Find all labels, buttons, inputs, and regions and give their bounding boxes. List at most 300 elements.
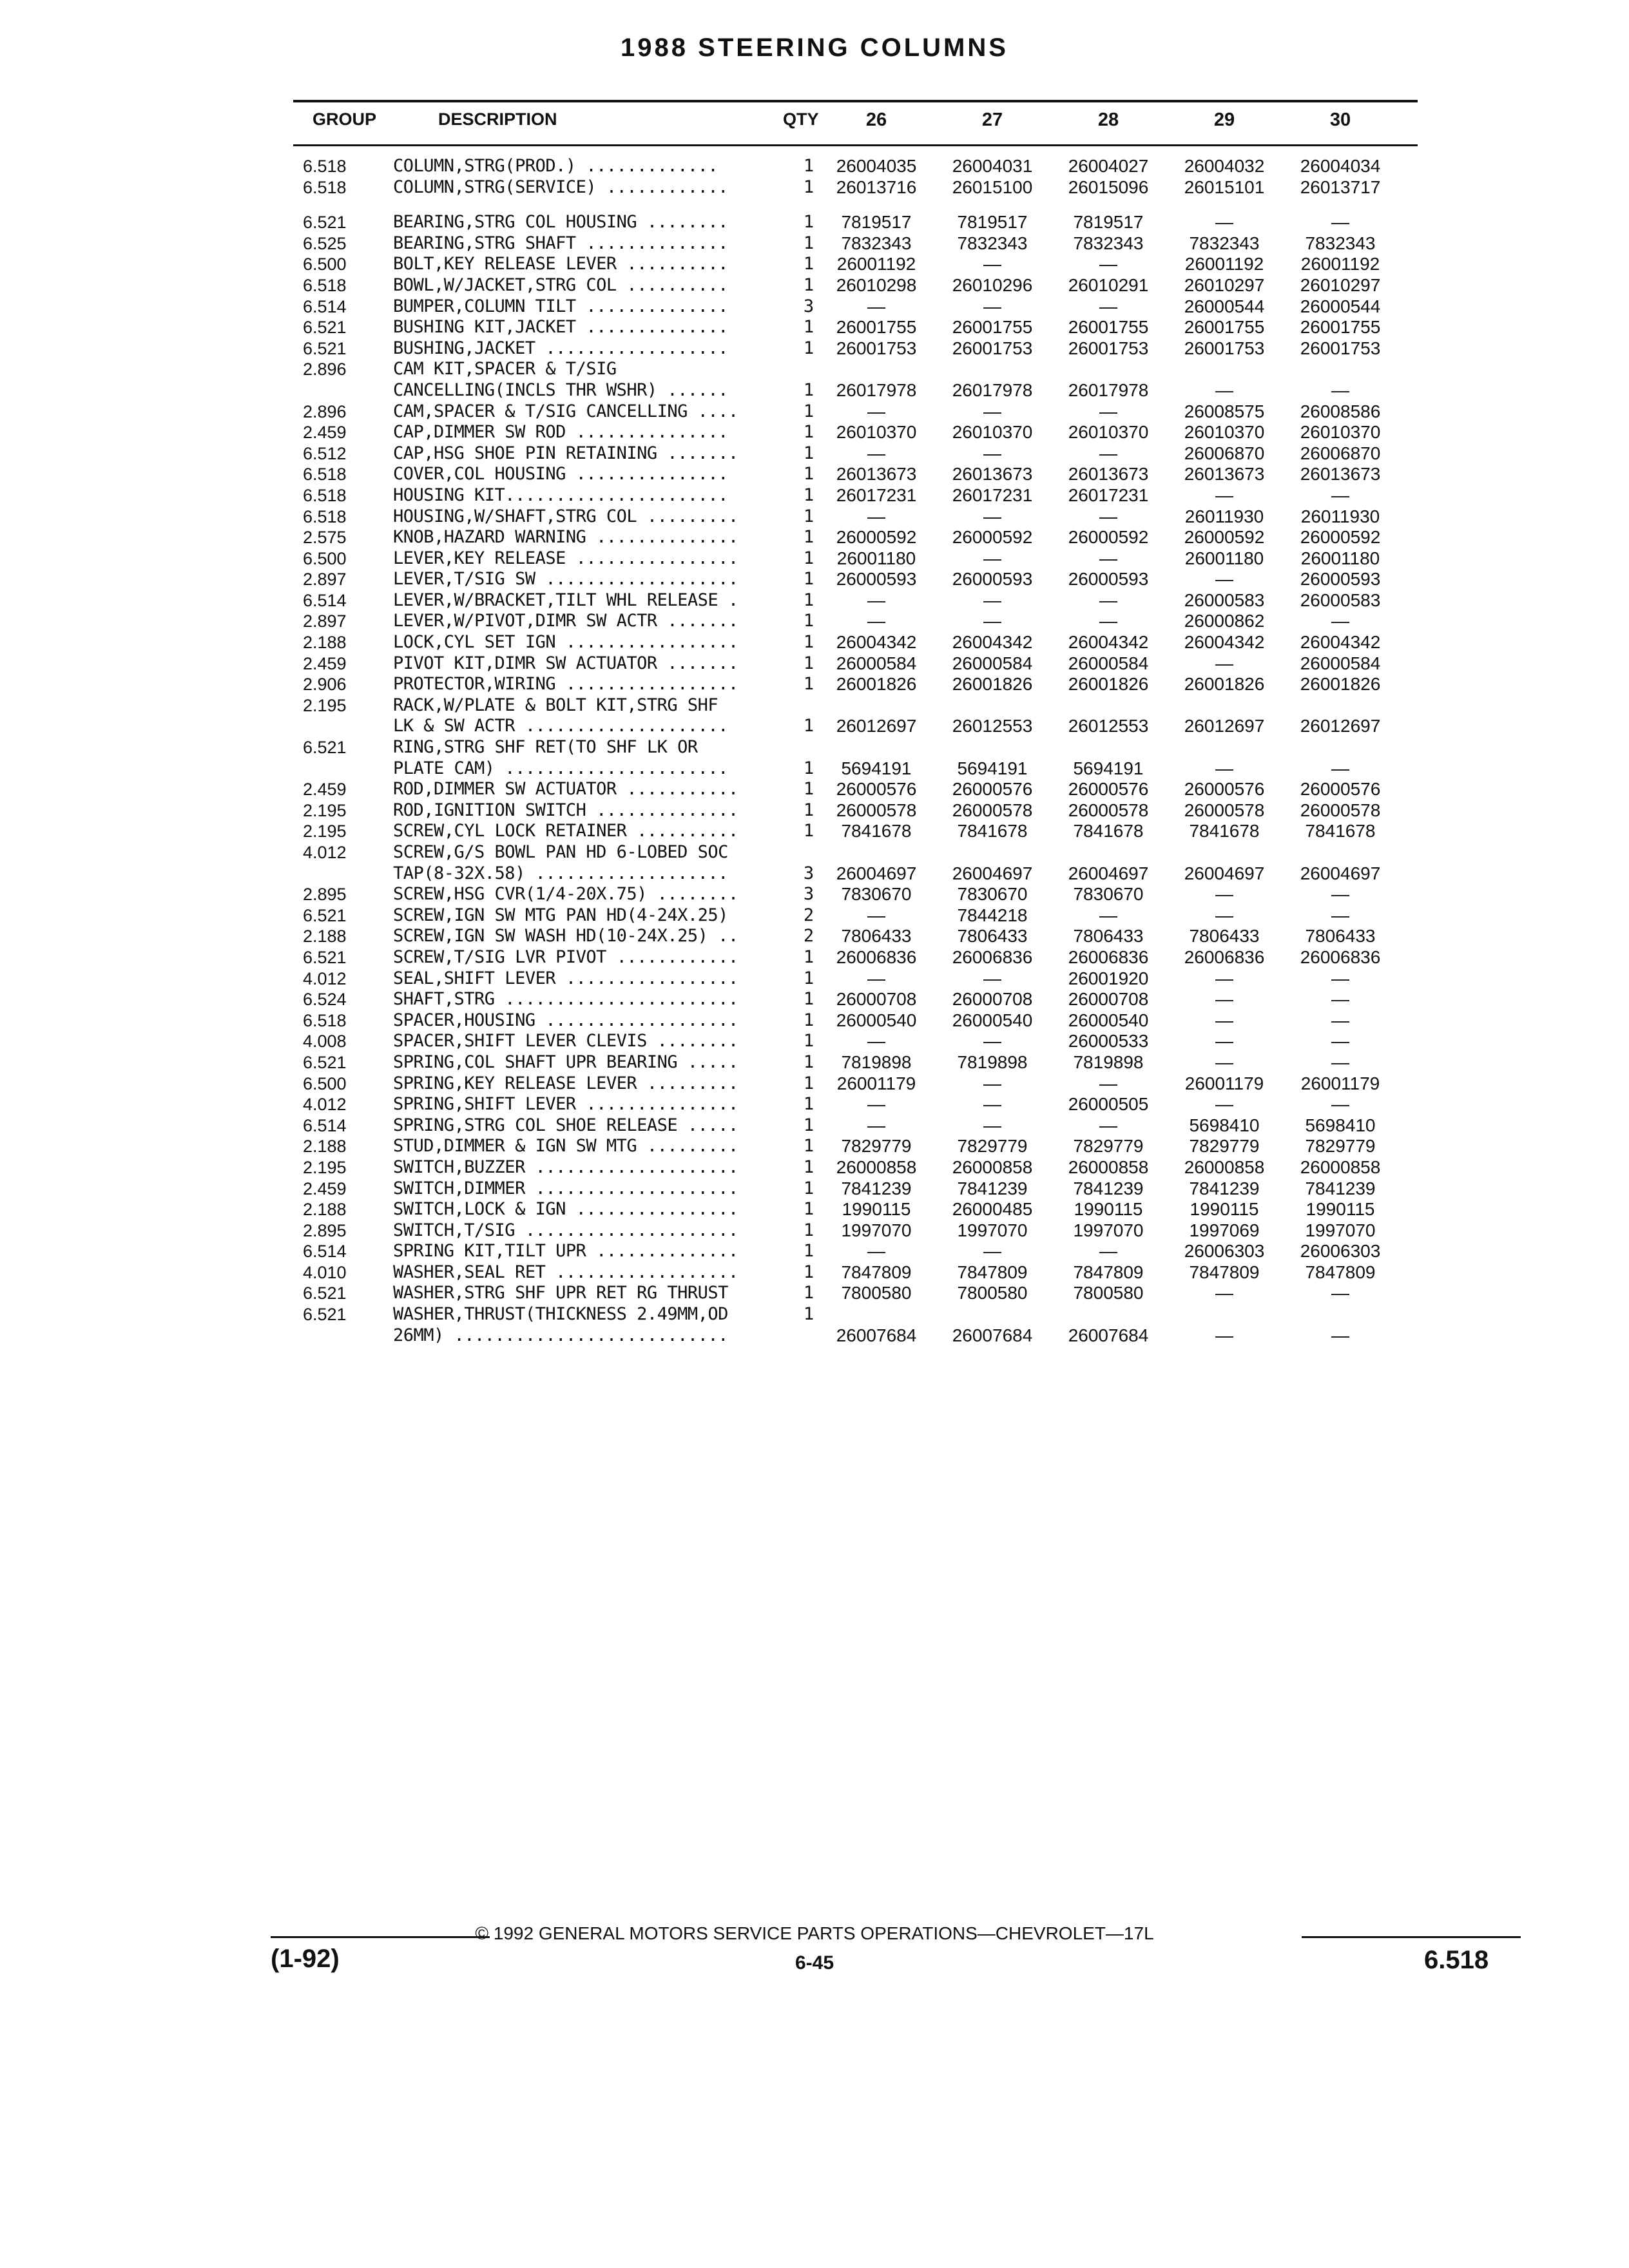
part-number-cell: 1997070 [1073,1220,1144,1240]
description-cell: SWITCH,DIMMER .................... [393,1178,738,1198]
part-number-cell: 7830670 [841,884,912,905]
group-cell: 2.897 [303,570,347,590]
footer-date: (1-92) [271,1945,340,1973]
table-row [303,443,1411,465]
part-number-cell: — [983,548,1001,568]
table-row [303,1304,1411,1325]
part-number-cell: 26000533 [1068,1031,1149,1052]
part-number-cell: 7832343 [1189,233,1260,253]
part-number-cell: 26017231 [952,485,1033,505]
qty-cell: 1 [803,1178,815,1198]
part-number-cell: — [1099,443,1117,463]
part-number-cell: 26001180 [1184,548,1264,568]
qty-cell: 1 [803,380,815,400]
group-cell: 6.525 [303,233,347,253]
part-number-cell: 7806433 [841,926,912,947]
description-cell: SPRING,STRG COL SHOE RELEASE ..... [393,1115,738,1135]
part-number-cell: 26013673 [1184,464,1265,485]
part-number-cell: — [1331,611,1349,631]
part-number-cell: 7800580 [957,1283,1028,1303]
part-number-cell: 26001755 [836,317,917,338]
part-number-cell: — [983,1031,1001,1052]
qty-cell: 1 [803,156,815,176]
description-cell: HOUSING,W/SHAFT,STRG COL ......... [393,506,738,526]
description-cell: BOLT,KEY RELEASE LEVER .......... [393,254,728,274]
part-number-cell: — [1099,1241,1117,1262]
group-cell: 2.188 [303,1200,347,1220]
qty-cell: 1 [803,464,815,485]
part-number-cell: 26000858 [1300,1157,1381,1177]
qty-cell: 1 [803,212,815,233]
part-number-cell: 26001179 [1184,1073,1264,1093]
group-cell: 2.897 [303,611,347,631]
group-cell: 6.500 [303,548,347,568]
description-cell: COLUMN,STRG(PROD.) ............. [393,156,718,176]
qty-cell: 1 [803,422,815,443]
description-cell: KNOB,HAZARD WARNING .............. [393,527,738,548]
part-number-cell: 26000593 [952,569,1033,590]
table-row [303,800,1411,822]
part-number-cell: 26010297 [1300,274,1381,295]
part-number-cell: 26006303 [1184,1241,1265,1262]
part-number-cell: — [1099,1115,1117,1135]
part-number-cell: 26006836 [836,947,917,967]
part-number-cell: — [983,590,1001,610]
part-number-cell: — [1215,1094,1233,1115]
part-number-cell: 7841239 [957,1178,1028,1198]
header-group: GROUP [313,110,377,129]
part-number-cell: 26012553 [952,716,1033,736]
part-number-cell: 1990115 [1306,1199,1375,1220]
part-number-cell: 26000583 [1300,590,1381,610]
description-cell: SPACER,SHIFT LEVER CLEVIS ........ [393,1031,738,1052]
group-cell: 2.188 [303,927,347,947]
description-cell: PIVOT KIT,DIMR SW ACTUATOR ....... [393,653,738,673]
group-cell: 6.518 [303,177,347,197]
part-number-cell: 26000592 [836,527,917,548]
part-number-cell: 5694191 [1073,758,1144,778]
part-number-cell: 26000583 [1184,590,1265,610]
group-cell: 6.521 [303,1052,347,1072]
table-row [303,1031,1411,1052]
part-number-cell: 1990115 [1190,1199,1259,1220]
part-number-cell: — [867,1031,885,1052]
part-number-cell: 1997069 [1189,1220,1260,1240]
part-number-cell: 26013673 [836,464,917,485]
group-cell: 2.906 [303,675,347,695]
part-number-cell: — [1215,758,1233,778]
description-cell: SPRING,KEY RELEASE LEVER ......... [393,1073,738,1093]
part-number-cell: 7847809 [841,1262,912,1282]
table-row [303,338,1411,360]
description-cell: RING,STRG SHF RET(TO SHF LK OR [393,737,698,758]
description-cell: CANCELLING(INCLS THR WSHR) ...... [393,380,728,400]
qty-cell: 1 [803,821,815,841]
part-number-cell: 26000576 [836,779,917,800]
group-cell: 6.514 [303,1242,347,1262]
table-row [303,1115,1411,1137]
part-number-cell: — [983,254,1001,274]
description-cell: SEAL,SHIFT LEVER ................. [393,968,738,988]
part-number-cell: 7832343 [1073,233,1144,253]
description-cell: COLUMN,STRG(SERVICE) ............ [393,177,728,197]
part-number-cell: 26015100 [952,177,1033,197]
part-number-cell: — [983,401,1001,421]
group-cell: 6.521 [303,905,347,925]
group-cell: 4.010 [303,1262,347,1282]
part-number-cell: — [1215,569,1233,590]
part-number-cell: 7829779 [1189,1136,1260,1157]
group-cell: 4.012 [303,843,347,862]
part-number-cell: 26017231 [1068,485,1149,505]
description-cell: SCREW,G/S BOWL PAN HD 6-LOBED SOC [393,842,728,862]
part-number-cell: — [1331,1031,1349,1052]
part-number-cell: 26001753 [1300,338,1381,358]
description-cell: WASHER,THRUST(THICKNESS 2.49MM,OD [393,1304,728,1325]
part-number-cell: 7819517 [841,212,912,233]
part-number-cell: 7841239 [841,1178,912,1198]
group-cell: 6.524 [303,990,347,1010]
qty-cell: 1 [803,527,815,548]
title-rule [293,100,1418,102]
part-number-cell: — [1215,1031,1233,1052]
qty-cell: 1 [803,548,815,568]
part-number-cell: 26000862 [1184,611,1265,631]
qty-cell: 1 [803,1052,815,1072]
part-number-cell: — [1215,1052,1233,1072]
part-number-cell: 7847809 [1073,1262,1144,1282]
table-row [303,632,1411,653]
part-number-cell: 7841239 [1305,1178,1376,1198]
part-number-cell: 7829779 [1073,1136,1144,1157]
qty-cell: 1 [803,1262,815,1282]
part-number-cell: 7819898 [1073,1052,1144,1072]
table-row [303,1094,1411,1115]
table-row [303,674,1411,695]
part-number-cell: 5698410 [1305,1115,1376,1135]
part-number-cell: 26000708 [1068,989,1149,1010]
part-number-cell: — [1331,758,1349,778]
description-cell: SWITCH,LOCK & IGN ................ [393,1199,738,1220]
part-number-cell: — [1215,968,1233,988]
part-number-cell: — [983,1241,1001,1262]
part-number-cell: 7847809 [957,1262,1028,1282]
table-row [303,254,1411,275]
table-row [303,989,1411,1010]
table-row [303,1283,1411,1304]
part-number-cell: — [983,1094,1001,1115]
qty-cell: 1 [803,177,815,197]
qty-cell: 1 [803,1199,815,1220]
group-cell: 4.012 [303,968,347,988]
part-number-cell: — [983,611,1001,631]
part-number-cell: — [1331,1010,1349,1030]
header-qty: QTY [783,110,819,129]
header-col-30: 30 [1329,110,1351,130]
part-number-cell: 26001753 [1068,338,1149,358]
part-number-cell: 7832343 [1305,233,1376,253]
group-cell: 6.521 [303,1283,347,1303]
part-number-cell: 26006303 [1300,1241,1381,1262]
part-number-cell: 7829779 [1305,1136,1376,1157]
table-row [303,905,1411,927]
part-number-cell: 26000576 [1300,779,1381,800]
description-cell: BUSHING KIT,JACKET .............. [393,317,728,338]
part-number-cell: — [1215,653,1233,673]
header-rule [293,144,1418,146]
qty-cell: 3 [803,296,815,316]
part-number-cell: 26000540 [836,1010,917,1030]
part-number-cell: 26004027 [1068,156,1149,176]
footer-page-number: 6-45 [795,1952,834,1974]
description-cell: LEVER,KEY RELEASE ................ [393,548,738,568]
part-number-cell: 5694191 [841,758,912,778]
part-number-cell: — [983,1073,1001,1093]
group-cell: 2.575 [303,528,347,548]
part-number-cell: 26000708 [952,989,1033,1010]
part-number-cell: 26006870 [1300,443,1381,463]
header-col-29: 29 [1213,110,1235,130]
description-cell: RACK,W/PLATE & BOLT KIT,STRG SHF [393,695,718,715]
table-row [303,821,1411,842]
part-number-cell: 26017231 [836,485,917,505]
description-cell: CAP,DIMMER SW ROD ............... [393,422,728,443]
part-number-cell: 26001753 [1184,338,1265,358]
part-number-cell: — [1331,968,1349,988]
part-number-cell: 26004697 [836,863,917,883]
table-row [303,156,1411,177]
group-cell: 6.518 [303,465,347,485]
description-cell: LEVER,W/BRACKET,TILT WHL RELEASE . [393,590,738,610]
description-cell: PLATE CAM) ...................... [393,758,728,778]
part-number-cell: 26013673 [1300,464,1381,485]
part-number-cell: 26001826 [1068,674,1149,695]
table-row [303,1157,1411,1178]
description-cell: COVER,COL HOUSING ............... [393,464,728,485]
description-cell: BEARING,STRG SHAFT .............. [393,233,728,253]
description-cell: BEARING,STRG COL HOUSING ........ [393,212,728,233]
part-number-cell: — [1215,905,1233,925]
description-cell: ROD,DIMMER SW ACTUATOR ........... [393,779,738,800]
part-number-cell: — [867,1241,885,1262]
qty-cell: 1 [803,506,815,526]
part-number-cell: 26006836 [952,947,1033,967]
table-row [303,1136,1411,1157]
part-number-cell: 26001755 [1300,317,1381,338]
table-row [303,884,1411,905]
qty-cell: 1 [803,800,815,820]
part-number-cell: — [1331,989,1349,1010]
qty-cell: 3 [803,863,815,883]
part-number-cell: 26017978 [1068,380,1149,400]
description-cell: ROD,IGNITION SWITCH .............. [393,800,738,820]
part-number-cell: 26010370 [836,422,917,443]
group-cell: 6.521 [303,738,347,758]
part-number-cell: — [1215,989,1233,1010]
table-row [303,527,1411,548]
part-number-cell: — [983,506,1001,526]
part-number-cell: 26000592 [1184,527,1265,548]
part-number-cell: — [867,296,885,316]
group-cell: 2.195 [303,695,347,715]
part-number-cell: 26000584 [1300,653,1381,673]
table-row [303,968,1411,990]
qty-cell: 3 [803,884,815,905]
description-cell: BUMPER,COLUMN TILT .............. [393,296,728,316]
header-col-28: 28 [1097,110,1119,130]
table-row [303,422,1411,443]
part-number-cell: 26000592 [1300,527,1381,548]
description-cell: STUD,DIMMER & IGN SW MTG ......... [393,1136,738,1157]
part-number-cell: 7841678 [1189,821,1260,841]
part-number-cell: — [1099,590,1117,610]
table-row [303,212,1411,233]
description-cell: LK & SW ACTR .................... [393,716,728,736]
part-number-cell: 7819517 [957,212,1028,233]
part-number-cell: 26001826 [1184,674,1265,695]
qty-cell: 1 [803,632,815,653]
qty-cell: 1 [803,1136,815,1157]
qty-cell: 2 [803,926,815,947]
part-number-cell: 7800580 [1073,1283,1144,1303]
table-row [303,296,1411,318]
part-number-cell: 7841678 [957,821,1028,841]
part-number-cell: 26001179 [1300,1073,1380,1093]
description-cell: SWITCH,BUZZER .................... [393,1157,738,1177]
qty-cell: 1 [803,1073,815,1093]
part-number-cell: 7841678 [1073,821,1144,841]
part-number-cell: 26001753 [952,338,1033,358]
part-number-cell: 26000858 [1068,1157,1149,1177]
part-number-cell: — [1331,1094,1349,1115]
group-cell: 2.896 [303,401,347,421]
table-row [303,926,1411,947]
group-cell: 6.518 [303,157,347,176]
part-number-cell: — [867,443,885,463]
part-number-cell: — [983,443,1001,463]
part-number-cell: — [1215,212,1233,233]
part-number-cell: 26000578 [1068,800,1149,820]
part-number-cell: — [867,1115,885,1135]
part-number-cell: 26013717 [1300,177,1381,197]
table-row [303,401,1411,423]
qty-cell: 1 [803,233,815,253]
part-number-cell: — [1215,884,1233,905]
part-number-cell: 7847809 [1305,1262,1376,1282]
part-number-cell: 26000858 [836,1157,917,1177]
description-cell: WASHER,SEAL RET .................. [393,1262,738,1282]
qty-cell: 1 [803,485,815,505]
part-number-cell: — [1099,1073,1117,1093]
part-number-cell: 26000540 [1068,1010,1149,1030]
qty-cell: 1 [803,1010,815,1030]
qty-cell: 1 [803,779,815,800]
qty-cell: 1 [803,338,815,358]
part-number-cell: 26004697 [1184,863,1265,883]
part-number-cell: 26007684 [952,1325,1033,1345]
group-cell: 2.195 [303,1157,347,1177]
part-number-cell: 26000584 [952,653,1033,673]
part-number-cell: 26001826 [836,674,917,695]
part-number-cell: 26017978 [836,380,917,400]
table-row [303,485,1411,506]
part-number-cell: 26013673 [1068,464,1149,485]
part-number-cell: 7841678 [841,821,912,841]
group-cell: 6.521 [303,338,347,358]
part-number-cell: 26001755 [952,317,1033,338]
part-number-cell: 26000544 [1300,296,1381,316]
part-number-cell: — [1331,1052,1349,1072]
part-number-cell: 7829779 [841,1136,912,1157]
group-cell: 2.188 [303,633,347,653]
group-cell: 2.195 [303,800,347,820]
part-number-cell: 26001826 [952,674,1033,695]
part-number-cell: — [1099,254,1117,274]
table-row [303,1325,1411,1347]
part-number-cell: — [867,506,885,526]
description-cell: SPRING,SHIFT LEVER ............... [393,1094,738,1115]
table-row [303,737,1411,758]
part-number-cell: 26012697 [1300,716,1381,736]
group-cell: 2.459 [303,653,347,673]
description-cell: LOCK,CYL SET IGN ................. [393,632,738,653]
table-row [303,359,1411,380]
part-number-cell: 26001920 [1068,968,1149,988]
part-number-cell: 26004032 [1184,156,1265,176]
part-number-cell: 26001180 [836,548,916,568]
part-number-cell: — [867,401,885,421]
part-number-cell: 7829779 [957,1136,1028,1157]
part-number-cell: 26000540 [952,1010,1033,1030]
part-number-cell: 1997070 [841,1220,912,1240]
description-cell: SPRING KIT,TILT UPR .............. [393,1241,738,1262]
part-number-cell: — [1215,1325,1233,1345]
part-number-cell: — [1099,401,1117,421]
group-cell: 6.518 [303,1010,347,1030]
part-number-cell: 7847809 [1189,1262,1260,1282]
qty-cell: 1 [803,1094,815,1115]
part-number-cell: 26000593 [1068,569,1149,590]
part-number-cell: — [1331,1325,1349,1345]
description-cell: PROTECTOR,WIRING ................. [393,674,738,695]
part-number-cell: 7806433 [957,926,1028,947]
table-row [303,464,1411,485]
group-cell: 6.514 [303,1115,347,1135]
qty-cell: 1 [803,1031,815,1052]
description-cell: LEVER,W/PIVOT,DIMR SW ACTR ....... [393,611,738,631]
part-number-cell: — [983,1115,1001,1135]
table-row [303,1010,1411,1032]
qty-cell: 1 [803,758,815,778]
footer-copyright: © 1992 GENERAL MOTORS SERVICE PARTS OPERATIONS—CHEVROLET—17L [475,1923,1154,1943]
part-number-cell: — [1099,905,1117,925]
description-cell: BOWL,W/JACKET,STRG COL .......... [393,274,728,295]
table-row [303,716,1411,737]
description-cell: SWITCH,T/SIG ..................... [393,1220,738,1240]
parts-table [303,156,1411,1346]
part-number-cell: 26004697 [1068,863,1149,883]
part-number-cell: 26000858 [1184,1157,1265,1177]
group-cell: 6.514 [303,590,347,610]
part-number-cell: 26000578 [1184,800,1265,820]
part-number-cell: 1997070 [1305,1220,1376,1240]
part-number-cell: — [1331,212,1349,233]
qty-cell: 2 [803,905,815,925]
qty-cell: 1 [803,1115,815,1135]
header-col-27: 27 [981,110,1003,130]
qty-cell: 1 [803,590,815,610]
part-number-cell: 26006870 [1184,443,1265,463]
